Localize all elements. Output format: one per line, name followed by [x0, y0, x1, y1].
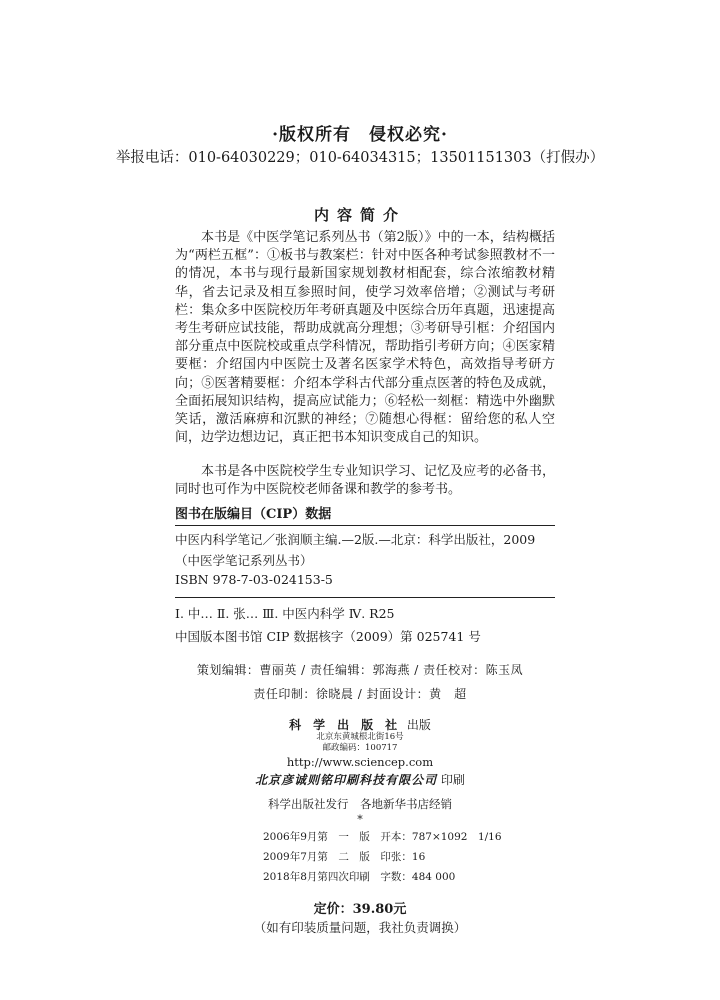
cip-heading: 图书在版编目（CIP）数据	[175, 507, 332, 522]
copyright-notice: ·版权所有 侵权必究·	[272, 125, 448, 145]
editorial-staff-line-1: 策划编辑：曹丽英 / 责任编辑：郭海燕 / 责任校对：陈玉凤	[196, 663, 524, 677]
printer-name: 北京彦诚则铭印刷科技有限公司	[255, 773, 438, 787]
cip-classification-line: Ⅰ. 中… Ⅱ. 张… Ⅲ. 中医内科学 Ⅳ. R25	[175, 606, 395, 621]
cip-divider-bottom	[175, 597, 555, 598]
edition-line-1: 2006年9月第 一 版 开本：787×1092 1/16	[263, 831, 502, 843]
intro-heading: 内容简介	[313, 206, 406, 224]
publisher-address: 北京东黄城根北街16号	[316, 732, 404, 742]
cip-isbn-line: ISBN 978-7-03-024153-5	[175, 572, 333, 587]
edition-line-3: 2018年8月第四次印刷 字数：484 000	[263, 871, 456, 883]
quality-note: （如有印装质量问题，我社负责调换）	[253, 920, 467, 935]
publisher-role: 出版	[406, 718, 431, 732]
cip-divider-top	[175, 525, 555, 526]
printer-line	[0, 771, 720, 788]
publisher-name: 科学出版社	[289, 718, 410, 732]
report-hotline: 举报电话：010-64030229；010-64034315；13501151303（打假办）	[115, 150, 605, 166]
intro-paragraph-1: 本书是《中医学笔记系列丛书（第2版）》中的一本，结构概括为“两栏五框”：①板书与教案栏：针对中医各种考试参照教材不一的情况，本书与现行最新国家规划教材相配套，综合浓缩教材精华，省去记录及相互参照时间，使学习效率倍增；②测试与考研栏：集众多中医院校历年考研真题及中医综合历年真题，迅速提高考生考研应试技能，帮助成就高分理想；③考研导引框：介绍国内部分重点中医院校或重点学科情况，帮助指引考研方向；④医家精要框：介绍国内中医院士及著名医家学术特色，高效指导考研方向；⑤医著精要框：介绍本学科古代部分重点医著的特色及成就，全面拓展知识结构，提高应试能力；⑥轻松一刻框：精选中外幽默笑话，激活麻痹和沉默的神经；⑦随想心得框：留给您的私人空间，边学边想边记，真正把书本知识变成自己的知识。	[175, 230, 555, 446]
edition-line-2: 2009年7月第 二 版 印张：16	[263, 851, 426, 863]
distribution-line: 科学出版社发行 各地新华书店经销	[268, 797, 452, 811]
cip-record-number: 中国版本图书馆 CIP 数据核字（2009）第 025741 号	[175, 629, 481, 644]
publisher-line	[0, 716, 720, 733]
publisher-postcode: 邮政编码：100717	[322, 743, 398, 753]
intro-paragraph-2: 本书是各中医院校学生专业知识学习、记忆及应考的必备书，同时也可作为中医院校老师备课和教学的参考书。	[175, 464, 555, 498]
cip-bibliographic-line: 中医内科学笔记／张润顺主编.—2版.—北京：科学出版社，2009	[175, 532, 536, 547]
price-label: 定价：39.80元	[313, 902, 407, 917]
printer-role: 印刷	[440, 773, 465, 787]
publisher-url: http://www.sciencep.com	[286, 755, 434, 769]
cip-series-line: （中医学笔记系列丛书）	[175, 553, 313, 568]
separator-star: *	[357, 813, 363, 826]
editorial-staff-line-2: 责任印制：徐晓晨 / 封面设计：黄 超	[253, 687, 467, 701]
